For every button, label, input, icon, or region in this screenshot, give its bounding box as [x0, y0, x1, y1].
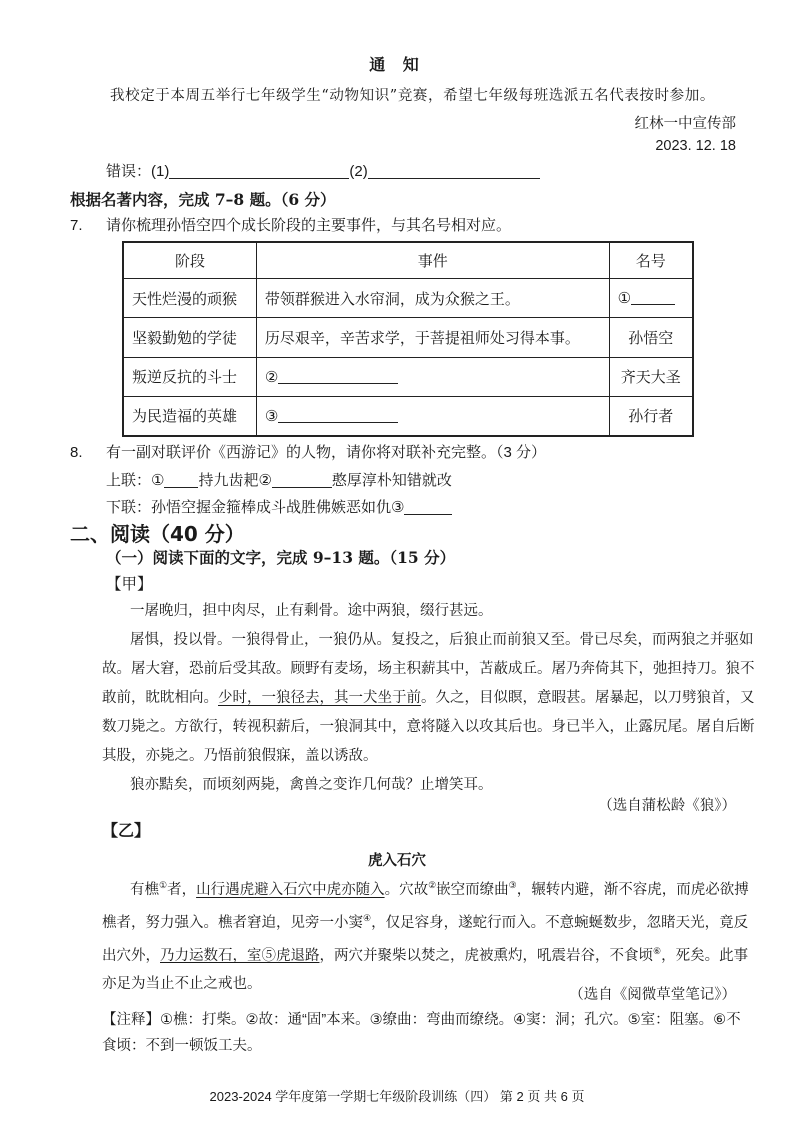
error-answer-line: [106, 160, 540, 181]
answer-blank-3[interactable]: [278, 408, 398, 423]
passage-yi-source: （选自《阅微草堂笔记》）: [569, 987, 736, 1003]
table-cell-name: 孙行者: [609, 396, 693, 436]
table-header-stage: 阶段: [123, 242, 256, 279]
question-8-number: 8.: [70, 444, 83, 461]
table-cell-event: 历尽艰辛，辛苦求学，于菩提祖师处习得本事。: [256, 318, 609, 357]
passage-jia-paragraph-1: 一屠晚归，担中肉尽，止有剩骨。途中两狼，缀行甚远。: [130, 603, 493, 619]
table-cell-event: 带领群猴进入水帘洞，成为众猴之王。: [256, 279, 609, 318]
notice-body: 我校定于本周五举行七年级学生“动物知识”竞赛，希望七年级每班选派五名代表按时参加。: [110, 88, 715, 104]
question-8-text: 有一副对联评价《西游记》的人物，请你将对联补充完整。（3 分）: [106, 444, 547, 461]
passage-jia-label: 【甲】: [106, 575, 153, 593]
table-cell-stage: 叛逆反抗的斗士: [123, 357, 256, 396]
passage-yi-label: 【乙】: [102, 821, 151, 840]
table-row: [123, 279, 693, 318]
table-cell-event: ③: [256, 396, 609, 436]
underlined-sentence: 少时，一狼径去，其一犬坐于前: [218, 690, 421, 706]
couplet-blank-2[interactable]: [272, 471, 332, 488]
answer-blank-2[interactable]: [278, 369, 398, 384]
passage-jia-paragraph-2: 屠惧，投以骨。一狼得骨止，一狼仍从。复投之，后狼止而前狼又至。骨已尽矣，而两狼之并驱如故。屠大窘，恐前后受其敌。顾野有麦场，场主积薪其中，苫蔽成丘。屠乃奔倚其下，弛担持刀。狼不敢前，眈眈相向。少时，一狼径去，其一犬坐于前。久之，目似瞑，意暇甚。屠暴起，以刀劈狼首，又数刀毙之。方欲行，转视积薪后，一狼洞其中，意将隧入以攻其后也。身已半入，止露尻尾。屠自后断其股，亦毙之。乃悟前狼假寐，盖以诱敌。: [102, 632, 755, 764]
table-row: [123, 396, 693, 436]
error-item-2-label: (2): [349, 163, 368, 180]
table-header-event: 事件: [256, 242, 609, 279]
question-8: [70, 441, 546, 462]
question-7-text: 请你梳理孙悟空四个成长阶段的主要事件，与其名号相对应。: [106, 217, 512, 234]
reading-section-heading: 二、阅读（40 分）: [70, 522, 245, 546]
reading-part-1-heading: （一）阅读下面的文字，完成 9–13 题。（15 分）: [106, 548, 456, 567]
couplet-blank-3[interactable]: [404, 498, 452, 515]
notice-title: 通 知: [369, 55, 425, 74]
notice-date: 2023. 12. 18: [655, 138, 736, 154]
couplet-upper: 上联：① 持九齿耙② 憨厚淳朴知错就改: [106, 472, 452, 489]
notice-signature: 红林一中宣传部: [634, 116, 736, 132]
underlined-sentence: 山行遇虎避入石穴中虎亦随入: [196, 881, 385, 898]
couplet-lower: 下联：孙悟空握金箍棒成斗战胜佛嫉恶如仇③: [106, 496, 452, 517]
passage-yi-paragraph: 有樵①者，山行遇虎避入石穴中虎亦随入。穴故②嵌空而缭曲③，辗转内避，渐不容虎，而虎必欲搏樵者，努力强入。樵者窘迫，见旁一小窦④，仅足容身，遂蛇行而入。不意蜿蜒数步，忽睹天光，竟反出穴外，乃力运数石，室⑤虎退路，两穴并聚柴以焚之，虎被熏灼，吼震岩谷，不食顷⑥，死矣。此事亦足为当止不止之戒也。: [102, 881, 749, 993]
answer-blank-1[interactable]: [631, 290, 675, 305]
annotations: 【注释】①樵：打柴。②故：通“固”本来。③缭曲：弯曲而缭绕。④窦：洞；孔穴。⑤室：阻塞。⑥不食顷：不到一顿饭工夫。: [102, 1012, 741, 1054]
error-blank-1[interactable]: [169, 162, 349, 179]
table-cell-name: ①: [609, 279, 693, 318]
table-header-row: [123, 242, 693, 279]
section-7-8-heading: 根据名著内容，完成 7–8 题。（6 分）: [70, 190, 336, 209]
table-cell-name: 孙悟空: [609, 318, 693, 357]
question-7: [70, 214, 511, 235]
underlined-sentence: 乃力运数石，室⑤虎退路: [160, 947, 320, 964]
error-label: 错误：: [106, 163, 152, 180]
error-item-1-label: (1): [151, 163, 170, 180]
table-cell-name: 齐天大圣: [609, 357, 693, 396]
table-row: [123, 357, 693, 396]
passage-jia-source: （选自蒲松龄《狼》）: [598, 798, 736, 814]
question-7-number: 7.: [70, 217, 83, 234]
table-cell-event: ②: [256, 357, 609, 396]
passage-yi-title: 虎入石穴: [368, 852, 426, 869]
table-cell-stage: 为民造福的英雄: [123, 396, 256, 436]
table-cell-stage: 天性烂漫的顽猴: [123, 279, 256, 318]
page-footer: 2023-2024 学年度第一学期七年级阶段训练（四） 第 2 页 共 6 页: [209, 1089, 585, 1104]
table-cell-stage: 坚毅勤勉的学徒: [123, 318, 256, 357]
table-header-name: 名号: [609, 242, 693, 279]
error-blank-2[interactable]: [368, 162, 540, 179]
table-row: [123, 318, 693, 357]
passage-jia-paragraph-3: 狼亦黠矣，而顷刻两毙，禽兽之变诈几何哉？止增笑耳。: [130, 777, 493, 793]
stages-table: [122, 241, 694, 437]
couplet-blank-1[interactable]: [164, 471, 198, 488]
